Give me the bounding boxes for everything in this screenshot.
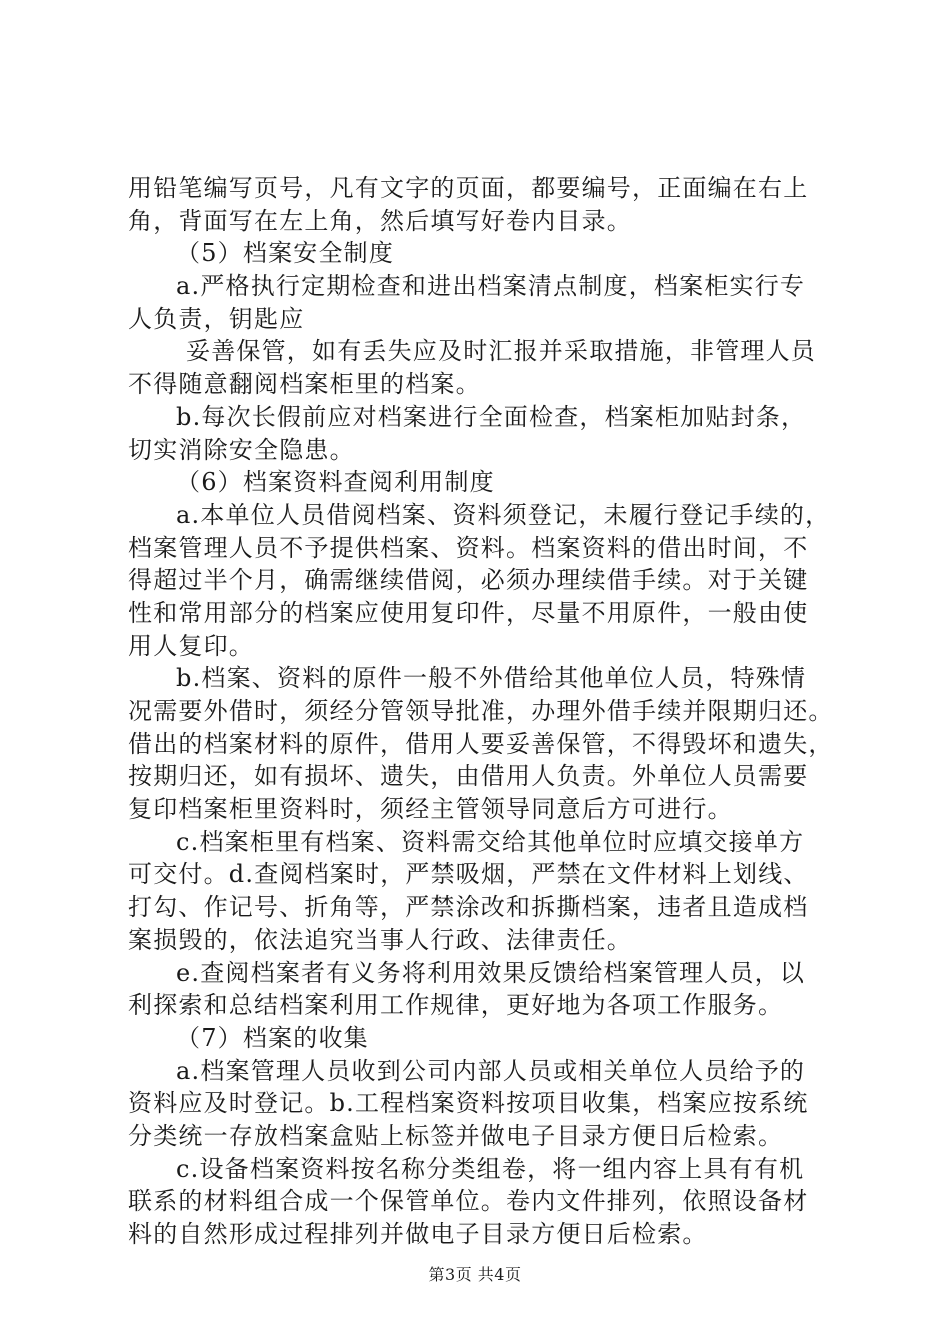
paragraph-line: c.档案柜里有档案、资料需交给其他单位时应填交接单方 xyxy=(176,827,805,856)
paragraph-line: 可交付。d.查阅档案时，严禁吸烟，严禁在文件材料上划线、 xyxy=(128,860,809,889)
paragraph-line: 不得随意翻阅档案柜里的档案。 xyxy=(128,370,481,399)
paragraph-line: c.设备档案资料按名称分类组卷，将一组内容上具有有机 xyxy=(176,1154,805,1183)
section-heading: （7）档案的收集 xyxy=(176,1023,369,1052)
paragraph-line: 打勾、作记号、折角等，严禁涂改和拆撕档案，违者且造成档 xyxy=(128,893,809,922)
paragraph-line: 人负责，钥匙应 xyxy=(128,304,305,333)
paragraph-line: 性和常用部分的档案应使用复印件，尽量不用原件，一般由使 xyxy=(128,598,809,627)
section-heading: （5）档案安全制度 xyxy=(176,239,395,268)
paragraph-line: 案损毁的，依法追究当事人行政、法律责任。 xyxy=(128,925,632,954)
paragraph-line: a.档案管理人员收到公司内部人员或相关单位人员给予的 xyxy=(176,1056,806,1085)
paragraph-line: e.查阅档案者有义务将利用效果反馈给档案管理人员，以 xyxy=(176,958,806,987)
paragraph-line: 联系的材料组合成一个保管单位。卷内文件排列，依照设备材 xyxy=(128,1187,809,1216)
paragraph-line: a.严格执行定期检查和进出档案清点制度，档案柜实行专 xyxy=(176,272,806,301)
paragraph-line: 妥善保管，如有丢失应及时汇报并采取措施，非管理人员 xyxy=(186,337,816,366)
paragraph-line: b.档案、资料的原件一般不外借给其他单位人员，特殊情 xyxy=(176,664,807,693)
page-footer xyxy=(0,1262,950,1285)
paragraph-line: 档案管理人员不予提供档案、资料。档案资料的借出时间，不 xyxy=(128,533,809,562)
paragraph-line: 按期归还，如有损坏、遗失，由借用人负责。外单位人员需要 xyxy=(128,762,809,791)
paragraph-line: 用铅笔编写页号，凡有文字的页面，都要编号，正面编在右上 xyxy=(128,174,809,202)
paragraph-line: 资料应及时登记。b.工程档案资料按项目收集，档案应按系统 xyxy=(128,1089,809,1118)
paragraph-line: 角，背面写在左上角，然后填写好卷内目录。 xyxy=(128,206,632,235)
paragraph-line: 料的自然形成过程排列并做电子目录方便日后检索。 xyxy=(128,1220,708,1248)
paragraph-line: 复印档案柜里资料时，须经主管领导同意后方可进行。 xyxy=(128,795,733,824)
paragraph-line: 用人复印。 xyxy=(128,631,254,660)
paragraph-line: 借出的档案材料的原件，借用人要妥善保管，不得毁坏和遗失， xyxy=(128,729,834,758)
paragraph-line: 利探索和总结档案利用工作规律，更好地为各项工作服务。 xyxy=(128,991,784,1020)
paragraph-line: 得超过半个月，确需继续借阅，必须办理续借手续。对于关键 xyxy=(128,566,809,595)
paragraph-line: 分类统一存放档案盒贴上标签并做电子目录方便日后检索。 xyxy=(128,1121,784,1150)
paragraph-line: 况需要外借时，须经分管领导批准，办理外借手续并限期归还。 xyxy=(128,697,834,725)
paragraph-line: 切实消除安全隐患。 xyxy=(128,435,355,464)
document-body xyxy=(128,172,848,1251)
paragraph-line: a.本单位人员借阅档案、资料须登记，未履行登记手续的， xyxy=(176,500,831,529)
paragraph-line: b.每次长假前应对档案进行全面检查，档案柜加贴封条， xyxy=(176,402,807,431)
page-number: 第3页 共4页 xyxy=(428,1265,522,1284)
section-heading: （6）档案资料查阅利用制度 xyxy=(176,468,495,497)
